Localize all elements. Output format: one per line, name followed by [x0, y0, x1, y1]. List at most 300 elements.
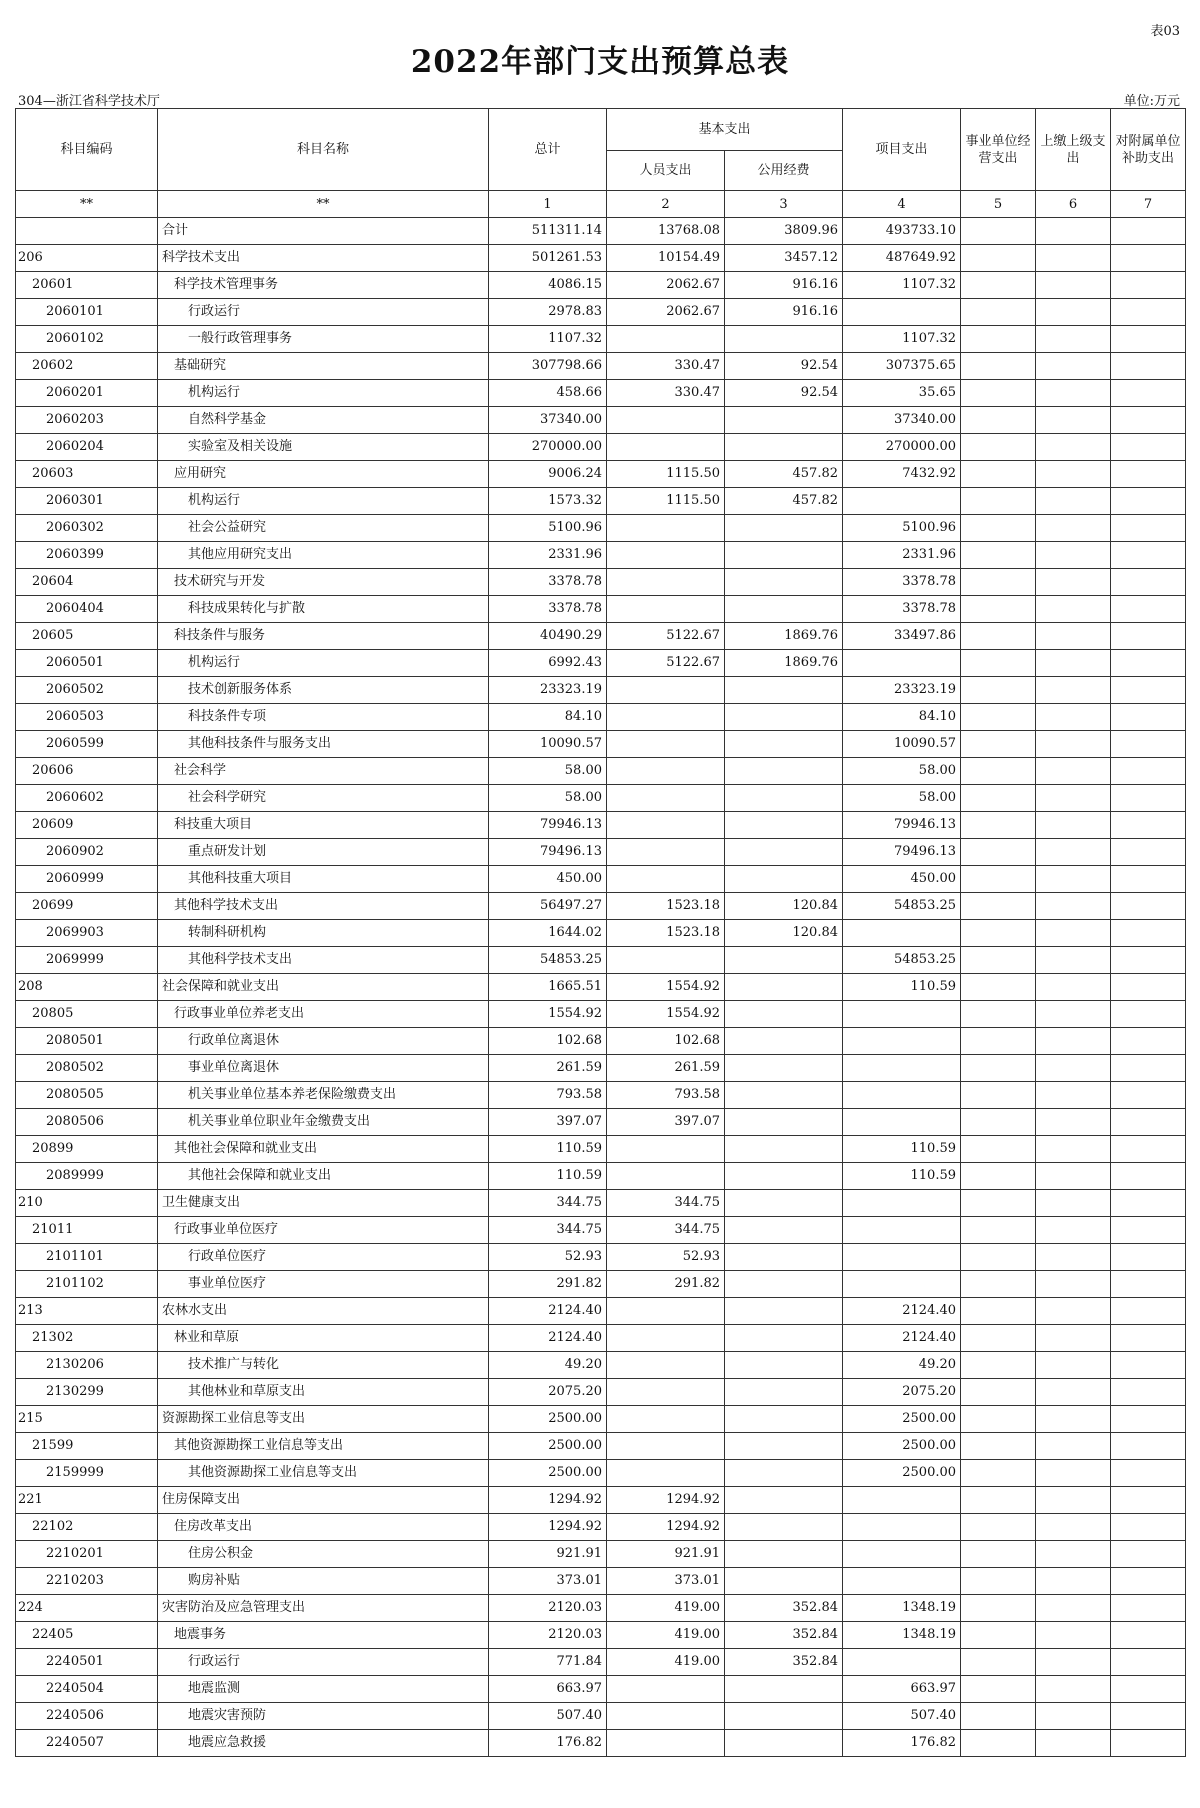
name-cell: 农林水支出: [158, 1298, 489, 1325]
total-cell: 921.91: [489, 1541, 607, 1568]
code-cell: 2240506: [16, 1703, 158, 1730]
upper-cell: [1036, 1649, 1111, 1676]
code-cell: 21011: [16, 1217, 158, 1244]
personnel-cell: [607, 866, 725, 893]
table-row: [16, 1298, 1186, 1325]
total-cell: 450.00: [489, 866, 607, 893]
project-cell: 37340.00: [843, 407, 961, 434]
table-row: [16, 1082, 1186, 1109]
total-cell: 270000.00: [489, 434, 607, 461]
public-cell: [725, 1190, 843, 1217]
personnel-cell: 330.47: [607, 353, 725, 380]
header-project: 项目支出: [843, 109, 961, 191]
personnel-cell: 102.68: [607, 1028, 725, 1055]
code-cell: 2240507: [16, 1730, 158, 1757]
subsidy-cell: [1111, 569, 1186, 596]
personnel-cell: 1115.50: [607, 488, 725, 515]
public-cell: [725, 1487, 843, 1514]
public-cell: [725, 1676, 843, 1703]
public-cell: [725, 596, 843, 623]
public-cell: [725, 569, 843, 596]
name-cell: 其他科学技术支出: [158, 947, 489, 974]
name-cell: 住房保障支出: [158, 1487, 489, 1514]
public-cell: [725, 1433, 843, 1460]
table-row: [16, 1325, 1186, 1352]
upper-cell: [1036, 677, 1111, 704]
personnel-cell: [607, 677, 725, 704]
subsidy-cell: [1111, 380, 1186, 407]
table-row: [16, 677, 1186, 704]
subsidy-cell: [1111, 866, 1186, 893]
organization-label: 304—浙江省科学技术厅: [18, 94, 160, 109]
enterprise-cell: [961, 1514, 1036, 1541]
code-cell: 20606: [16, 758, 158, 785]
enterprise-cell: [961, 1244, 1036, 1271]
code-cell: 2101101: [16, 1244, 158, 1271]
upper-cell: [1036, 380, 1111, 407]
upper-cell: [1036, 650, 1111, 677]
project-cell: 33497.86: [843, 623, 961, 650]
personnel-cell: [607, 407, 725, 434]
subsidy-cell: [1111, 1298, 1186, 1325]
public-cell: [725, 1379, 843, 1406]
subsidy-cell: [1111, 839, 1186, 866]
upper-cell: [1036, 1298, 1111, 1325]
code-cell: 2069999: [16, 947, 158, 974]
project-cell: 1348.19: [843, 1595, 961, 1622]
table-row: [16, 1514, 1186, 1541]
total-cell: 3378.78: [489, 569, 607, 596]
table-row: [16, 1352, 1186, 1379]
name-cell: 重点研发计划: [158, 839, 489, 866]
subsidy-cell: [1111, 1703, 1186, 1730]
index-cell: 6: [1036, 191, 1111, 218]
subsidy-cell: [1111, 650, 1186, 677]
upper-cell: [1036, 299, 1111, 326]
personnel-cell: 419.00: [607, 1649, 725, 1676]
enterprise-cell: [961, 1649, 1036, 1676]
personnel-cell: 373.01: [607, 1568, 725, 1595]
table-row: [16, 1703, 1186, 1730]
personnel-cell: 419.00: [607, 1595, 725, 1622]
upper-cell: [1036, 1406, 1111, 1433]
project-cell: 1348.19: [843, 1622, 961, 1649]
code-cell: 2060399: [16, 542, 158, 569]
project-cell: 7432.92: [843, 461, 961, 488]
project-cell: [843, 1028, 961, 1055]
public-cell: 352.84: [725, 1595, 843, 1622]
code-cell: 2060201: [16, 380, 158, 407]
total-cell: 1573.32: [489, 488, 607, 515]
personnel-cell: [607, 785, 725, 812]
table-body: [16, 218, 1186, 1757]
personnel-cell: [607, 515, 725, 542]
personnel-cell: 2062.67: [607, 299, 725, 326]
name-cell: 事业单位离退休: [158, 1055, 489, 1082]
code-cell: 2130206: [16, 1352, 158, 1379]
public-cell: 92.54: [725, 380, 843, 407]
table-row: [16, 1730, 1186, 1757]
code-cell: 2060302: [16, 515, 158, 542]
code-cell: 2060101: [16, 299, 158, 326]
subsidy-cell: [1111, 1163, 1186, 1190]
subsidy-cell: [1111, 245, 1186, 272]
name-cell: 地震监测: [158, 1676, 489, 1703]
subsidy-cell: [1111, 299, 1186, 326]
project-cell: 176.82: [843, 1730, 961, 1757]
project-cell: [843, 920, 961, 947]
public-cell: [725, 515, 843, 542]
personnel-cell: 344.75: [607, 1190, 725, 1217]
enterprise-cell: [961, 1541, 1036, 1568]
personnel-cell: [607, 839, 725, 866]
header-subsidy: 对附属单位补助支出: [1111, 109, 1186, 191]
subsidy-cell: [1111, 1487, 1186, 1514]
table-row: [16, 596, 1186, 623]
public-cell: [725, 1244, 843, 1271]
upper-cell: [1036, 839, 1111, 866]
name-cell: 机关事业单位基本养老保险缴费支出: [158, 1082, 489, 1109]
upper-cell: [1036, 245, 1111, 272]
code-cell: 221: [16, 1487, 158, 1514]
upper-cell: [1036, 407, 1111, 434]
personnel-cell: 1523.18: [607, 920, 725, 947]
upper-cell: [1036, 1433, 1111, 1460]
subsidy-cell: [1111, 1055, 1186, 1082]
table-row: [16, 380, 1186, 407]
upper-cell: [1036, 1595, 1111, 1622]
upper-cell: [1036, 785, 1111, 812]
table-row: [16, 812, 1186, 839]
total-cell: 2124.40: [489, 1325, 607, 1352]
header-total: 总计: [489, 109, 607, 191]
total-cell: 793.58: [489, 1082, 607, 1109]
name-cell: 技术研究与开发: [158, 569, 489, 596]
code-cell: 2101102: [16, 1271, 158, 1298]
public-cell: 3457.12: [725, 245, 843, 272]
project-cell: 3378.78: [843, 596, 961, 623]
enterprise-cell: [961, 1163, 1036, 1190]
enterprise-cell: [961, 758, 1036, 785]
public-cell: [725, 1055, 843, 1082]
total-cell: 3378.78: [489, 596, 607, 623]
personnel-cell: [607, 434, 725, 461]
header-public: 公用经费: [725, 151, 843, 191]
table-row: [16, 1595, 1186, 1622]
index-cell: 5: [961, 191, 1036, 218]
public-cell: [725, 407, 843, 434]
name-cell: 住房公积金: [158, 1541, 489, 1568]
total-cell: 102.68: [489, 1028, 607, 1055]
name-cell: 实验室及相关设施: [158, 434, 489, 461]
project-cell: 307375.65: [843, 353, 961, 380]
upper-cell: [1036, 1487, 1111, 1514]
public-cell: [725, 704, 843, 731]
code-cell: 2080501: [16, 1028, 158, 1055]
page-title: 2022年部门支出预算总表: [410, 44, 790, 80]
enterprise-cell: [961, 785, 1036, 812]
project-cell: [843, 1487, 961, 1514]
enterprise-cell: [961, 515, 1036, 542]
enterprise-cell: [961, 1028, 1036, 1055]
public-cell: [725, 434, 843, 461]
enterprise-cell: [961, 623, 1036, 650]
subsidy-cell: [1111, 704, 1186, 731]
upper-cell: [1036, 1379, 1111, 1406]
code-cell: 224: [16, 1595, 158, 1622]
total-cell: 291.82: [489, 1271, 607, 1298]
subsidy-cell: [1111, 920, 1186, 947]
code-cell: 20603: [16, 461, 158, 488]
project-cell: 5100.96: [843, 515, 961, 542]
name-cell: 地震应急救援: [158, 1730, 489, 1757]
name-cell: 科技条件专项: [158, 704, 489, 731]
subsidy-cell: [1111, 1568, 1186, 1595]
project-cell: [843, 1055, 961, 1082]
public-cell: [725, 1568, 843, 1595]
total-cell: 344.75: [489, 1217, 607, 1244]
enterprise-cell: [961, 218, 1036, 245]
project-cell: 3378.78: [843, 569, 961, 596]
subsidy-cell: [1111, 947, 1186, 974]
table-row: [16, 1163, 1186, 1190]
enterprise-cell: [961, 1271, 1036, 1298]
code-cell: 2159999: [16, 1460, 158, 1487]
subsidy-cell: [1111, 488, 1186, 515]
enterprise-cell: [961, 650, 1036, 677]
code-cell: [16, 218, 158, 245]
code-cell: 2210201: [16, 1541, 158, 1568]
table-row: [16, 218, 1186, 245]
total-cell: 1107.32: [489, 326, 607, 353]
total-cell: 176.82: [489, 1730, 607, 1757]
personnel-cell: [607, 1325, 725, 1352]
total-cell: 307798.66: [489, 353, 607, 380]
enterprise-cell: [961, 1460, 1036, 1487]
total-cell: 397.07: [489, 1109, 607, 1136]
total-cell: 2124.40: [489, 1298, 607, 1325]
header-upper: 上缴上级支出: [1036, 109, 1111, 191]
code-cell: 2060204: [16, 434, 158, 461]
project-cell: [843, 1001, 961, 1028]
upper-cell: [1036, 434, 1111, 461]
code-cell: 215: [16, 1406, 158, 1433]
name-cell: 其他资源勘探工业信息等支出: [158, 1433, 489, 1460]
total-cell: 4086.15: [489, 272, 607, 299]
name-cell: 地震灾害预防: [158, 1703, 489, 1730]
upper-cell: [1036, 1460, 1111, 1487]
upper-cell: [1036, 812, 1111, 839]
table-row: [16, 434, 1186, 461]
upper-cell: [1036, 353, 1111, 380]
upper-cell: [1036, 1082, 1111, 1109]
project-cell: 2124.40: [843, 1298, 961, 1325]
public-cell: 92.54: [725, 353, 843, 380]
enterprise-cell: [961, 1109, 1036, 1136]
subsidy-cell: [1111, 515, 1186, 542]
project-cell: 23323.19: [843, 677, 961, 704]
public-cell: [725, 866, 843, 893]
table-row: [16, 623, 1186, 650]
code-cell: 2130299: [16, 1379, 158, 1406]
table-row: [16, 1001, 1186, 1028]
project-cell: [843, 1514, 961, 1541]
code-cell: 21302: [16, 1325, 158, 1352]
table-row: [16, 974, 1186, 1001]
index-cell: 1: [489, 191, 607, 218]
personnel-cell: 1554.92: [607, 1001, 725, 1028]
table-row: [16, 1487, 1186, 1514]
enterprise-cell: [961, 1190, 1036, 1217]
table-header: [16, 109, 1186, 218]
personnel-cell: [607, 1163, 725, 1190]
table-tag: 表03: [1150, 24, 1180, 39]
subsidy-cell: [1111, 1514, 1186, 1541]
name-cell: 社会科学: [158, 758, 489, 785]
enterprise-cell: [961, 461, 1036, 488]
project-cell: 507.40: [843, 1703, 961, 1730]
project-cell: [843, 488, 961, 515]
total-cell: 54853.25: [489, 947, 607, 974]
personnel-cell: [607, 947, 725, 974]
code-cell: 208: [16, 974, 158, 1001]
total-cell: 40490.29: [489, 623, 607, 650]
project-cell: 110.59: [843, 1163, 961, 1190]
public-cell: 352.84: [725, 1622, 843, 1649]
table-row: [16, 785, 1186, 812]
total-cell: 10090.57: [489, 731, 607, 758]
project-cell: [843, 1649, 961, 1676]
upper-cell: [1036, 488, 1111, 515]
name-cell: 机构运行: [158, 380, 489, 407]
enterprise-cell: [961, 677, 1036, 704]
table-row: [16, 1055, 1186, 1082]
personnel-cell: 52.93: [607, 1244, 725, 1271]
code-cell: 2060503: [16, 704, 158, 731]
public-cell: 1869.76: [725, 623, 843, 650]
subsidy-cell: [1111, 893, 1186, 920]
total-cell: 23323.19: [489, 677, 607, 704]
personnel-cell: 261.59: [607, 1055, 725, 1082]
name-cell: 资源勘探工业信息等支出: [158, 1406, 489, 1433]
total-cell: 9006.24: [489, 461, 607, 488]
index-cell: **: [158, 191, 489, 218]
upper-cell: [1036, 1001, 1111, 1028]
name-cell: 其他应用研究支出: [158, 542, 489, 569]
subsidy-cell: [1111, 461, 1186, 488]
total-cell: 458.66: [489, 380, 607, 407]
upper-cell: [1036, 1028, 1111, 1055]
personnel-cell: 419.00: [607, 1622, 725, 1649]
subsidy-cell: [1111, 1109, 1186, 1136]
enterprise-cell: [961, 245, 1036, 272]
table-row: [16, 1676, 1186, 1703]
table-row: [16, 1244, 1186, 1271]
name-cell: 事业单位医疗: [158, 1271, 489, 1298]
name-cell: 科技重大项目: [158, 812, 489, 839]
name-cell: 技术创新服务体系: [158, 677, 489, 704]
table-row: [16, 542, 1186, 569]
enterprise-cell: [961, 434, 1036, 461]
enterprise-cell: [961, 1568, 1036, 1595]
table-row: [16, 569, 1186, 596]
name-cell: 科学技术管理事务: [158, 272, 489, 299]
table-row: [16, 1136, 1186, 1163]
table-row: [16, 1649, 1186, 1676]
personnel-cell: 330.47: [607, 380, 725, 407]
personnel-cell: [607, 1136, 725, 1163]
code-cell: 20605: [16, 623, 158, 650]
public-cell: [725, 1325, 843, 1352]
public-cell: 916.16: [725, 272, 843, 299]
upper-cell: [1036, 731, 1111, 758]
public-cell: [725, 1514, 843, 1541]
personnel-cell: [607, 1433, 725, 1460]
header-name: 科目名称: [158, 109, 489, 191]
project-cell: 54853.25: [843, 947, 961, 974]
subsidy-cell: [1111, 623, 1186, 650]
table-row: [16, 1406, 1186, 1433]
table-row: [16, 515, 1186, 542]
project-cell: [843, 1568, 961, 1595]
code-cell: 2210203: [16, 1568, 158, 1595]
enterprise-cell: [961, 1001, 1036, 1028]
project-cell: 487649.92: [843, 245, 961, 272]
public-cell: 120.84: [725, 920, 843, 947]
enterprise-cell: [961, 1082, 1036, 1109]
public-cell: 120.84: [725, 893, 843, 920]
personnel-cell: 10154.49: [607, 245, 725, 272]
personnel-cell: 2062.67: [607, 272, 725, 299]
personnel-cell: [607, 1352, 725, 1379]
public-cell: 352.84: [725, 1649, 843, 1676]
upper-cell: [1036, 893, 1111, 920]
total-cell: 1644.02: [489, 920, 607, 947]
name-cell: 机构运行: [158, 488, 489, 515]
project-cell: 2075.20: [843, 1379, 961, 1406]
subsidy-cell: [1111, 1379, 1186, 1406]
total-cell: 373.01: [489, 1568, 607, 1595]
index-cell: 4: [843, 191, 961, 218]
code-cell: 20601: [16, 272, 158, 299]
project-cell: 79946.13: [843, 812, 961, 839]
enterprise-cell: [961, 704, 1036, 731]
code-cell: 2240504: [16, 1676, 158, 1703]
subsidy-cell: [1111, 1541, 1186, 1568]
subsidy-cell: [1111, 1028, 1186, 1055]
upper-cell: [1036, 1514, 1111, 1541]
public-cell: [725, 839, 843, 866]
upper-cell: [1036, 1568, 1111, 1595]
personnel-cell: [607, 704, 725, 731]
code-cell: 2060999: [16, 866, 158, 893]
personnel-cell: [607, 1379, 725, 1406]
total-cell: 56497.27: [489, 893, 607, 920]
total-cell: 2500.00: [489, 1433, 607, 1460]
subsidy-cell: [1111, 1460, 1186, 1487]
total-cell: 6992.43: [489, 650, 607, 677]
subsidy-cell: [1111, 785, 1186, 812]
name-cell: 行政事业单位医疗: [158, 1217, 489, 1244]
header-code: 科目编码: [16, 109, 158, 191]
personnel-cell: [607, 1676, 725, 1703]
subsidy-cell: [1111, 1649, 1186, 1676]
table-row: [16, 947, 1186, 974]
code-cell: 2060502: [16, 677, 158, 704]
project-cell: 58.00: [843, 785, 961, 812]
enterprise-cell: [961, 974, 1036, 1001]
subsidy-cell: [1111, 1595, 1186, 1622]
